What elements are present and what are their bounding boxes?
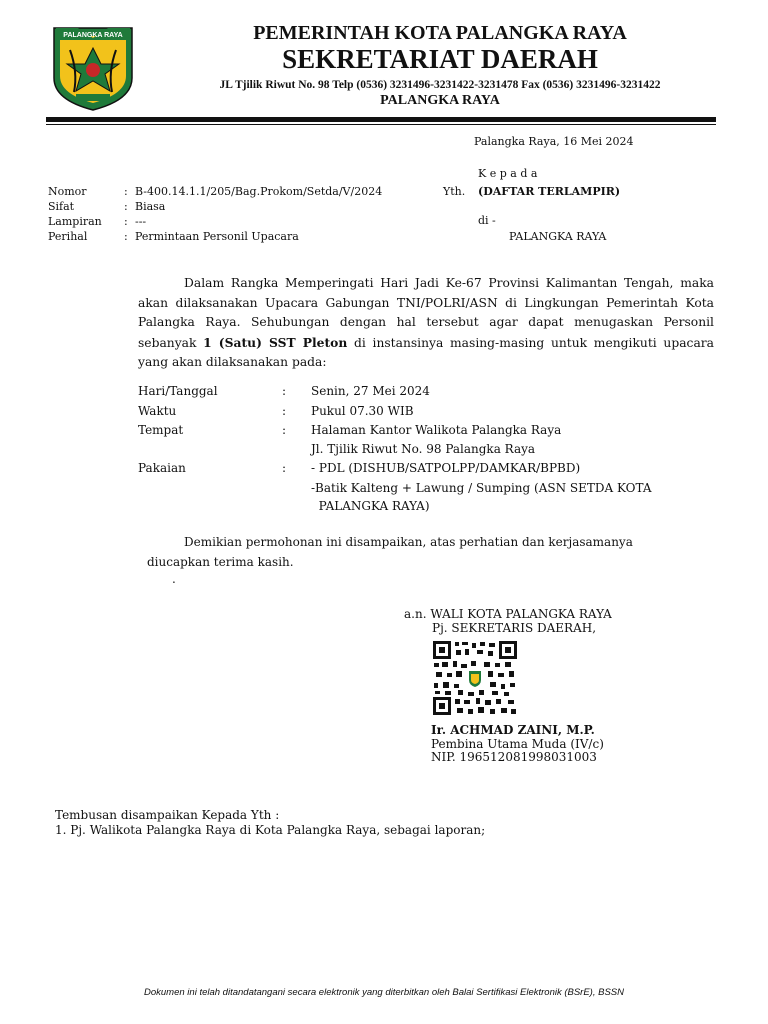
recipient-kepada: K e p a d a bbox=[478, 167, 538, 180]
detail-value: Senin, 27 Mei 2024 bbox=[311, 384, 430, 398]
detail-label: Pakaian bbox=[138, 461, 186, 475]
recipient-yth: Yth. bbox=[443, 185, 466, 198]
meta-colon: : bbox=[124, 200, 128, 213]
detail-value: -Batik Kalteng + Lawung / Sumping (ASN SETDA KOTA bbox=[311, 481, 652, 495]
meta-value-perihal: Permintaan Personil Upacara bbox=[135, 230, 299, 243]
signatory-nip: NIP. 196512081998031003 bbox=[431, 750, 597, 764]
detail-label: Waktu bbox=[138, 404, 177, 418]
detail-value: - PDL (DISHUB/SATPOLPP/DAMKAR/BPBD) bbox=[311, 461, 581, 475]
detail-label: Hari/Tanggal bbox=[138, 384, 218, 398]
closing-line-1: Demikian permohonan ini disampaikan, atas perhatian dan kerjasamanya bbox=[184, 535, 633, 549]
signatory-name: Ir. ACHMAD ZAINI, M.P. bbox=[431, 723, 595, 737]
closing-dot: . bbox=[172, 572, 176, 586]
detail-colon: : bbox=[282, 384, 287, 398]
body-emphasis: 1 (Satu) SST Pleton bbox=[203, 334, 348, 350]
body-text: Dalam Rangka Memperingati Hari Jadi Ke-67 Provinsi Kalimantan Tengah, maka akan dilaksanakan Upacara Gabungan TNI/POLRI/ASN di Lingkungan Pemerintah Kota Palangka Raya. Sehubungan dengan hal tersebut agar dapat menugaskan Personil sebanyak bbox=[138, 276, 714, 350]
detail-value: Pukul 07.30 WIB bbox=[311, 404, 414, 418]
meta-colon: : bbox=[124, 185, 128, 198]
letter-date: Palangka Raya, 16 Mei 2024 bbox=[474, 135, 634, 148]
recipient-name: (DAFTAR TERLAMPIR) bbox=[478, 185, 621, 198]
tembusan-title: Tembusan disampaikan Kepada Yth : bbox=[55, 808, 280, 822]
signature-qr-code bbox=[432, 640, 518, 716]
detail-value: Halaman Kantor Walikota Palangka Raya bbox=[311, 423, 562, 437]
meta-colon: : bbox=[124, 230, 128, 243]
signature-role: Pj. SEKRETARIS DAERAH, bbox=[432, 621, 597, 635]
recipient-di: di - bbox=[478, 214, 496, 227]
closing-line-2: diucapkan terima kasih. bbox=[147, 555, 294, 569]
signature-on-behalf: a.n. WALI KOTA PALANGKA RAYA bbox=[404, 607, 612, 621]
header-secretariat-name: SEKRETARIAT DAERAH bbox=[282, 44, 598, 74]
meta-label-sifat: Sifat bbox=[48, 200, 75, 213]
body-paragraph bbox=[138, 274, 714, 373]
meta-colon: : bbox=[124, 215, 128, 228]
electronic-signature-footer: Dokumen ini telah ditandatangani secara elektronik yang diterbitkan oleh Balai Sertifikasi Elektronik (BSrE), BSSN bbox=[144, 987, 624, 998]
detail-label: Tempat bbox=[138, 423, 184, 437]
meta-label-perihal: Perihal bbox=[48, 230, 88, 243]
logo-text: PALANGKA RAYA bbox=[63, 32, 123, 39]
detail-value: Jl. Tjilik Riwut No. 98 Palangka Raya bbox=[311, 442, 536, 456]
detail-value: PALANGKA RAYA) bbox=[311, 499, 430, 513]
header-city: PALANGKA RAYA bbox=[380, 93, 500, 108]
meta-value-nomor: B-400.14.1.1/205/Bag.Prokom/Setda/V/2024 bbox=[135, 185, 383, 198]
header-government-name: PEMERINTAH KOTA PALANGKA RAYA bbox=[253, 22, 627, 44]
tembusan-item: 1. Pj. Walikota Palangka Raya di Kota Palangka Raya, sebagai laporan; bbox=[55, 823, 486, 837]
header-divider-thin bbox=[46, 124, 716, 125]
detail-colon: : bbox=[282, 423, 287, 437]
detail-colon: : bbox=[282, 404, 287, 418]
meta-value-sifat: Biasa bbox=[135, 200, 166, 213]
meta-label-lampiran: Lampiran bbox=[48, 215, 102, 228]
city-emblem-logo bbox=[48, 20, 138, 112]
header-address: JL Tjilik Riwut No. 98 Telp (0536) 3231496-3231422-3231478 Fax (0536) 3231496-3231422 bbox=[219, 79, 661, 91]
meta-label-nomor: Nomor bbox=[48, 185, 87, 198]
body-text: di instansinya masing-masing untuk mengikuti upacara yang akan dilaksanakan pada: bbox=[138, 335, 714, 369]
meta-value-lampiran: --- bbox=[135, 215, 147, 228]
header-divider-thick bbox=[46, 117, 716, 122]
detail-colon: : bbox=[282, 461, 287, 475]
recipient-place: PALANGKA RAYA bbox=[509, 230, 607, 243]
signatory-rank: Pembina Utama Muda (IV/c) bbox=[431, 737, 604, 751]
